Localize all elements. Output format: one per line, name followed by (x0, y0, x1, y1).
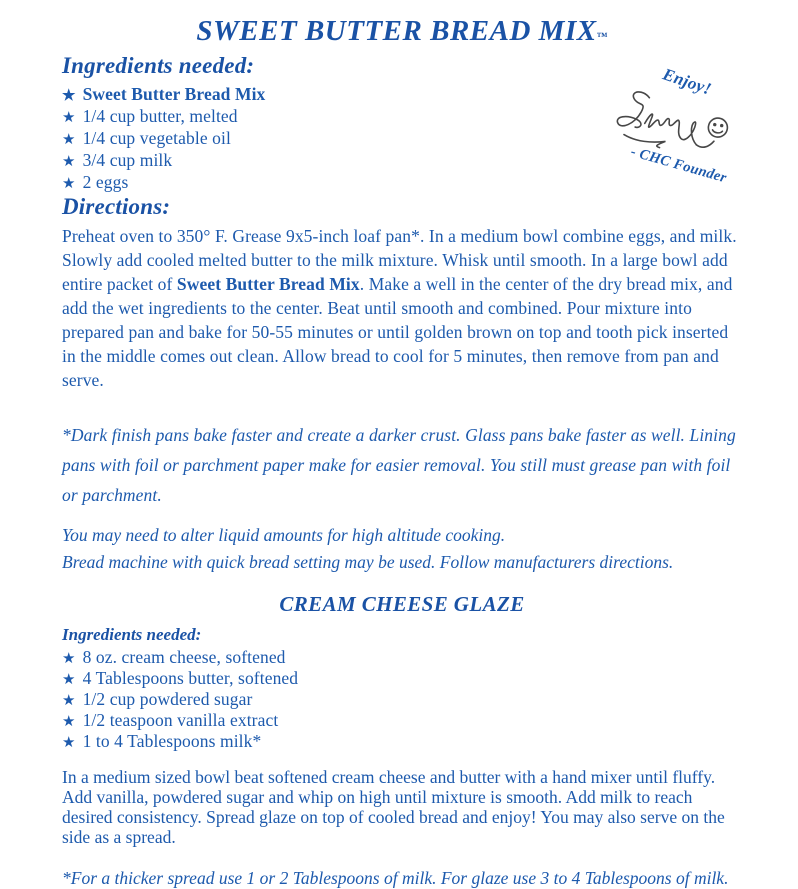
star-bullet-icon: ★ (62, 672, 76, 688)
bread-ingredients-heading: Ingredients needed: (62, 53, 255, 78)
altitude-note: You may need to alter liquid amounts for high altitude cooking. (62, 525, 506, 545)
glaze-ingredients-heading: Ingredients needed: (62, 625, 202, 644)
star-bullet-icon: ★ (62, 651, 76, 667)
ingredient-text: 1/2 teaspoon vanilla extract (82, 710, 279, 730)
list-item (62, 648, 742, 669)
star-bullet-icon: ★ (62, 88, 76, 104)
ingredient-text: Sweet Butter Bread Mix (82, 84, 266, 104)
directions-text: . Make a well in the center of the dry bread mix, and add the wet ingredients to the center. Beat until smooth and combined. Pour mixture into prepared pan and bake for 50-55 minutes or until golden brown on top and tooth pick inserted in the middle comes out clean. Allow bread to cool for 5 minutes, then remove from pan and serve. (62, 274, 733, 390)
star-bullet-icon: ★ (62, 735, 76, 751)
pan-footnote: *Dark finish pans bake faster and create a darker crust. Glass pans bake faster as well. Lining pans with foil or parchment paper make for easier removal. You still must grease pan with foil or parchment. (62, 425, 736, 505)
star-bullet-icon: ★ (62, 154, 76, 170)
ingredient-text: 4 Tablespoons butter, softened (82, 668, 299, 688)
list-item (62, 172, 742, 194)
ingredient-text: 1 to 4 Tablespoons milk* (82, 731, 262, 751)
glaze-title: CREAM CHEESE GLAZE (279, 592, 525, 616)
glaze-ingredients-list (62, 648, 742, 753)
shirley-signature-icon (608, 83, 748, 165)
bread-machine-note: Bread machine with quick bread setting may be used. Follow manufacturers directions. (62, 552, 674, 572)
star-bullet-icon: ★ (62, 176, 76, 192)
list-item (62, 711, 742, 732)
ingredient-text: 2 eggs (82, 172, 129, 192)
list-item (62, 732, 742, 753)
ingredient-text: 1/4 cup butter, melted (82, 106, 238, 126)
additional-notes (62, 522, 742, 576)
star-bullet-icon: ★ (62, 110, 76, 126)
directions-bold-product-name: Sweet Butter Bread Mix (176, 274, 360, 294)
star-bullet-icon: ★ (62, 132, 76, 148)
list-item (62, 690, 742, 711)
star-bullet-icon: ★ (62, 714, 76, 730)
directions-text: Preheat oven to 350° F. Grease 9x5-inch loaf pan*. In a medium bowl combine eggs, and milk. Slowly add cooled melted butter to the milk mixture. Whisk until smooth. In a large bowl add entire packet of (62, 226, 737, 294)
list-item (62, 669, 742, 690)
star-bullet-icon: ★ (62, 693, 76, 709)
page-title-text: SWEET BUTTER BREAD MIX (196, 15, 597, 47)
directions-heading: Directions: (62, 194, 171, 219)
founder-label: - CHC Founder (628, 143, 728, 187)
milk-footnote: *For a thicker spread use 1 or 2 Tablespoons of milk. For glaze use 3 to 4 Tablespoons of milk. (62, 868, 729, 888)
trademark-symbol: ™ (596, 31, 608, 43)
directions-paragraph (62, 224, 742, 392)
page-title (62, 15, 742, 53)
ingredient-text: 1/2 cup powdered sugar (82, 689, 253, 709)
ingredient-text: 1/4 cup vegetable oil (82, 128, 231, 148)
ingredient-text: 3/4 cup milk (82, 150, 173, 170)
ingredient-text: 8 oz. cream cheese, softened (82, 647, 286, 667)
glaze-directions-paragraph: In a medium sized bowl beat softened cream cheese and butter with a hand mixer until fluffy. Add vanilla, powdered sugar and whip on high until mixture is smooth. Add milk to reach desired consistency. Spread glaze on top of cooled bread and enjoy! You may also serve on the side as a spread. (62, 767, 725, 847)
founder-signature-block (598, 64, 758, 187)
enjoy-text: Enjoy! (660, 64, 714, 99)
